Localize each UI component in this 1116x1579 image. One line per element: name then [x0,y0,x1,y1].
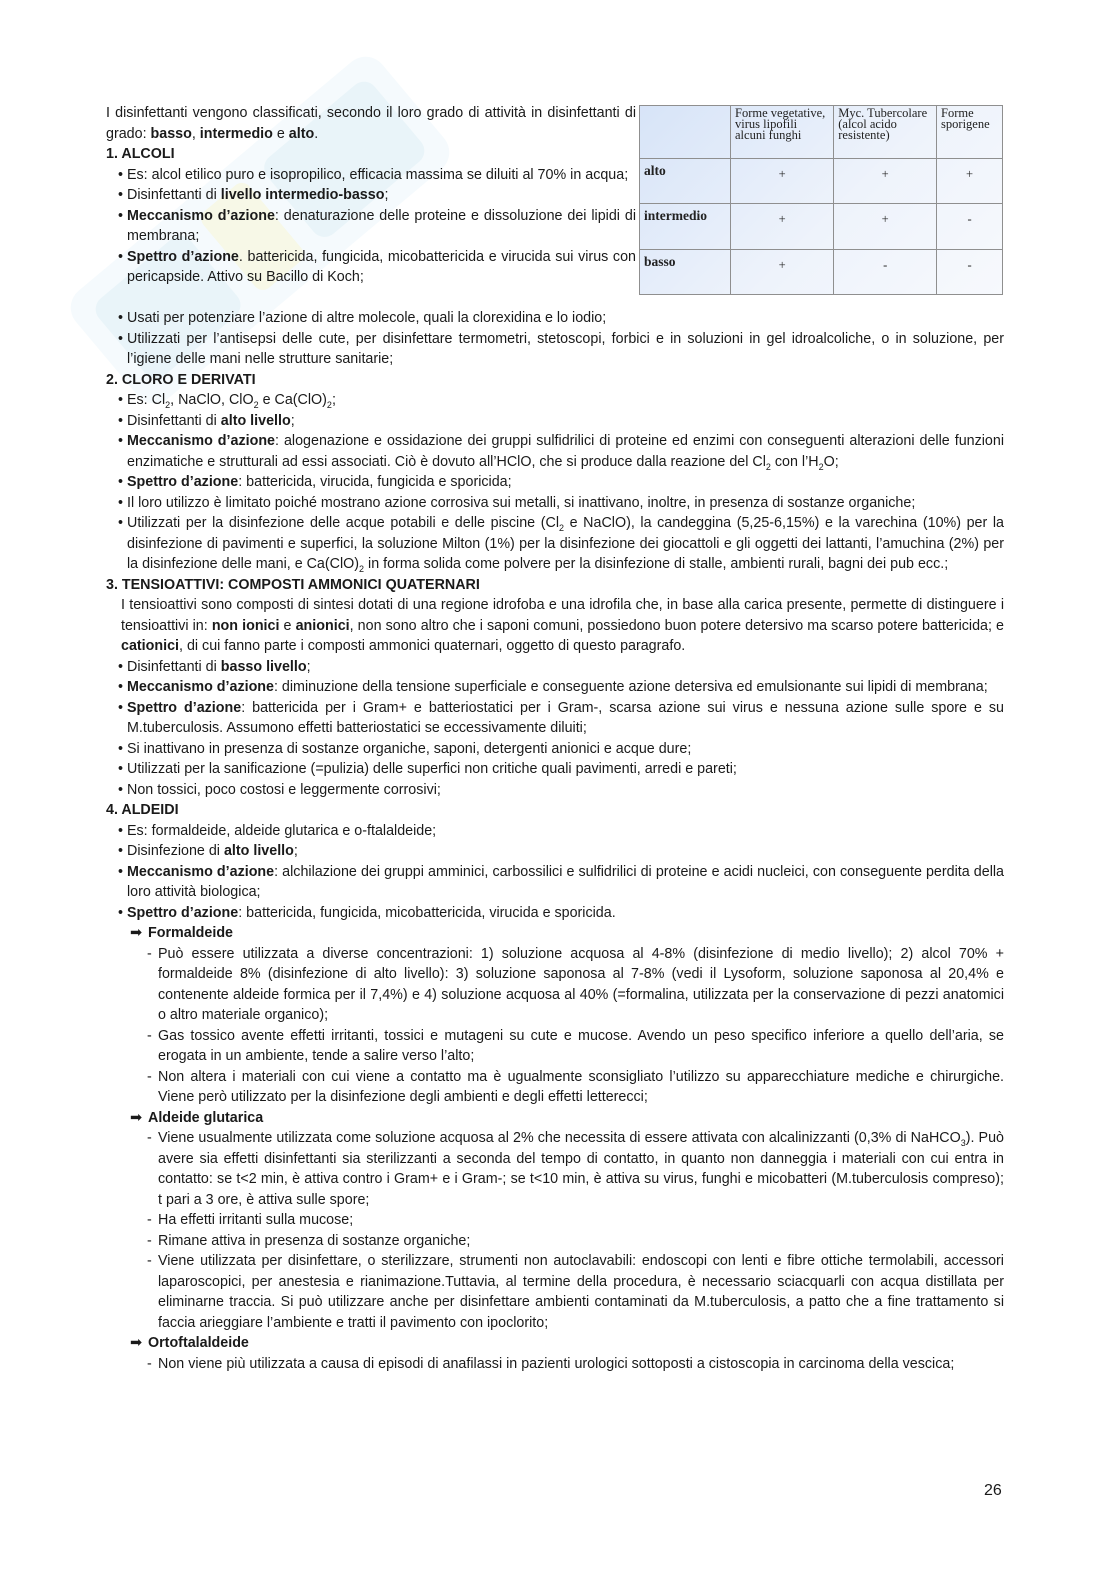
dash-item: - Rimane attiva in presenza di sostanze organiche; [106,1231,1004,1252]
list-item: • Utilizzati per la sanificazione (=pulizia) delle superfici non critiche quali pavimenti, arredi e pareti; [106,759,1004,780]
table-row [640,204,1003,249]
list-item: • Es: $Cl_2$, NaClO, ClO$_2$ e $Ca(ClO)_2$; [106,390,1004,411]
row-label: basso [640,249,731,294]
list-item: • Usati per potenziare l’azione di altre molecole, quali la clorexidina e lo iodio; [106,308,1004,329]
section-title-cloro: 2. CLORO E DERIVATI [106,371,256,388]
table-header-cell [640,106,731,159]
dash-item: - Ha effetti irritanti sulla mucose; [106,1210,1004,1231]
list-item: • Spettro d’azione: battericida per i Gram+ e batteriostatici per i Gram-, scarsa azione sui virus e nessuna azione sulle spore e su M.tuberculosis. Assumono effetti batteriostatici se eccessivamente diluiti; [106,698,1004,739]
list-item: • Meccanismo d’azione: denaturazione delle proteine e dissoluzione dei lipidi di membrana; [106,206,636,247]
page-number: 26 [984,1482,1002,1499]
section-title-aldeidi: 4. ALDEIDI [106,802,179,818]
table-row [640,159,1003,204]
dash-item: - Non viene più utilizzata a causa di episodi di anafilassi in pazienti urologici sottoposti a cistoscopia in carcinoma della vescica; [106,1354,1004,1375]
subheading-aldeide-glutarica: ➡ Aldeide glutarica [106,1108,1004,1129]
table-cell: - [937,204,1003,249]
table-row [640,249,1003,294]
list-item: • Meccanismo d’azione: diminuzione della tensione superficiale e conseguente azione detersiva ed emulsionante sui lipidi di membrana; [106,677,1004,698]
dash-item: - Gas tossico avente effetti irritanti, tossici e mutageni su cute e mucose. Avendo un peso specifico inferiore a quello dell’aria, se erogata in un ambiente, tende a salire verso l’alto; [106,1026,1004,1067]
table-header-cell: Myc. Tubercolare (alcol acido resistente) [834,106,937,159]
list-item: • Utilizzati per l’antisepsi delle cute, per disinfettare termometri, stetoscopi, forbici e in soluzioni in gel idroalcoliche, o in soluzione, per l’igiene delle mani nelle strutture sanitarie; [106,329,1004,370]
list-item: • Spettro d’azione: battericida, virucida, fungicida e sporicida; [106,472,1004,493]
table-header-cell: Forme vegetative, virus lipofili alcuni funghi [731,106,834,159]
table-header-cell: Forme sporigene [937,106,1003,159]
list-item: • Non tossici, poco costosi e leggermente corrosivi; [106,780,1004,801]
list-item: • Disinfettanti di alto livello; [106,411,1004,432]
list-item: • Spettro d’azione. battericida, fungicida, micobattericida e virucida sui virus con pericapside. Attivo su Bacillo di Koch; [106,247,636,288]
list-item: • Meccanismo d’azione: alogenazione e ossidazione dei gruppi sulfidrilici di proteine ed enzimi con conseguenti alterazioni delle funzioni enzimatiche e strutturali ad essi associati. Ciò è dovuto all’HClO, che si produce dalla reazione del $Cl_2$ con $l’H_2O$; [106,431,1004,472]
table-cell: + [937,159,1003,204]
list-item: • Disinfettanti di livello intermedio-basso; [106,185,636,206]
table-cell: + [731,159,834,204]
dash-item: - Può essere utilizzata a diverse concentrazioni: 1) soluzione acquosa al 4-8% (disinfezione di medio livello); 2) alcol 70% + formaldeide 8% (disinfezione di alto livello): 3) soluzione saponosa al 7-8% (vedi il Lysoform, soluzione saponosa al 20,4% e contenente aldeide formica per il 7,4%) e 4) soluzione acquosa al 40% (=formalina, utilizzata per la conservazione di pezzi anatomici o altro materiale organico); [106,944,1004,1026]
list-item: • Il loro utilizzo è limitato poiché mostrano azione corrosiva sui metalli, si inattivano, inoltre, in presenza di sostanze organiche; [106,493,1004,514]
body-text [106,308,1004,1374]
row-label: intermedio [640,204,731,249]
section-title-alcoli: 1. ALCOLI [106,146,175,162]
table-cell: + [834,204,937,249]
table-header-row [640,106,1003,159]
section-title-tensioattivi: 3. TENSIOATTIVI: COMPOSTI AMMONICI QUATERNARI [106,576,480,593]
subheading-formaldeide: ➡ Formaldeide [106,923,1004,944]
subheading-ortoftalaldeide: ➡ Ortoftalaldeide [106,1333,1004,1354]
list-item: • Disinfezione di alto livello; [106,841,1004,862]
intro-paragraph: I disinfettanti vengono classificati, secondo il loro grado di attività in disinfettanti di grado: basso, intermedio e alto. 1. ALCOLI • Es: alcol etilico puro e isopropilico, efficacia massima se diluiti al 70% in acqua; • Disinfettanti di livello intermedio-basso; • Meccanismo d’azione: denaturazione delle proteine e dissoluzione dei lipidi di membrana; • Spettro d’azione. battericida, fungicida, micobattericida e virucida sui virus con pericapside. Attivo su Bacillo di Koch; [106,103,636,288]
classification-table [639,105,1003,295]
list-item: • Disinfettanti di basso livello; [106,657,1004,678]
table-cell: - [937,249,1003,294]
list-item: • Meccanismo d’azione: alchilazione dei gruppi amminici, carbossilici e sulfidrilici di proteine e acidi nucleici, con conseguente perdita della loro attività biologica; [106,862,1004,903]
table-cell: + [731,249,834,294]
list-item: • Es: formaldeide, aldeide glutarica e o-ftalaldeide; [106,821,1004,842]
list-item: • Utilizzati per la disinfezione delle acque potabili e delle piscine ($Cl_2$ e NaClO), la candeggina (5,25-6,15%) e la varechina (10%) per la disinfezione di pavimenti e superfici, la soluzione Milton (1%) per la disinfezione dei giocattoli e gli oggetti dei lattanti, l’amuchina (2%) per la disinfezione delle mani, e $Ca(ClO)_2$ in forma solida come polvere per la disinfezione di stalle, ambienti rurali, bagni dei pub ecc.; [106,513,1004,575]
list-item: • Spettro d’azione: battericida, fungicida, micobattericida, virucida e sporicida. [106,903,1004,924]
paragraph: I tensioattivi sono composti di sintesi dotati di una regione idrofoba e una idrofila che, in base alla carica presente, permette di distinguere i tensioattivi in: non ionici e anionici, non sono altro che i saponi comuni, possiedono buon potere detersivo ma scarso potere battericida; e cationici, di cui fanno parte i composti ammonici quaternari, oggetto di questo paragrafo. [121,597,1004,654]
dash-item: - Non altera i materiali con cui viene a contatto ma è ugualmente sconsigliato l’utilizzo su apparecchiature mediche e chirurgiche. Viene però utilizzato per la disinfezione degli ambienti e degli effetti letterecci; [106,1067,1004,1108]
dash-item: - Viene usualmente utilizzata come soluzione acquosa al 2% che necessita di essere attivata con alcalinizzanti (0,3% di NaHCO$_3$). Può avere sia effetti disinfettanti sia sterilizzanti a seconda del tempo di contatto, in quanto non danneggia i materiali con cui entra in contatto: se t<2 min, è attiva contro i Gram+ e i Gram-; se t<10 min, è attiva su virus, funghi e micobatteri (M.tuberculosis compreso); t pari a 3 ore, è attiva sulle spore; [106,1128,1004,1210]
row-label: alto [640,159,731,204]
table-cell: + [834,159,937,204]
list-item: • Si inattivano in presenza di sostanze organiche, saponi, detergenti anionici e acque dure; [106,739,1004,760]
table-cell: + [731,204,834,249]
table-cell: - [834,249,937,294]
dash-item: - Viene utilizzata per disinfettare, o sterilizzare, strumenti non autoclavabili: endoscopi con lenti e fibre ottiche termolabili, accessori laparoscopici, per anestesia e rianimazione.Tuttavia, al termine della procedura, è necessario sciacquarli con acqua distillata per eliminarne traccia. Si può utilizzare anche per disinfettare ambienti contaminati da M.tuberculosis, a patto che a fine trattamento si faccia arieggiare l’ambiente e tratti il pavimento con ipoclorito; [106,1251,1004,1333]
list-item: • Es: alcol etilico puro e isopropilico, efficacia massima se diluiti al 70% in acqua; [106,165,636,186]
